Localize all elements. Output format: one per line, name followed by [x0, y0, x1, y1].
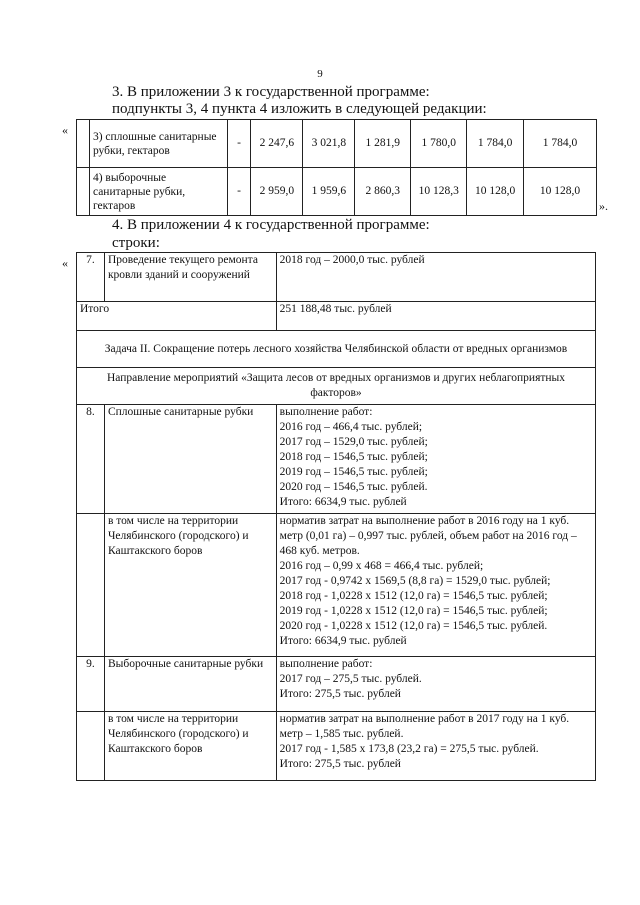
indicator-dash: - — [227, 120, 251, 168]
indicator-value: 10 128,3 — [411, 168, 467, 216]
table-row — [77, 302, 596, 331]
indicator-value: 2 247,6 — [251, 120, 303, 168]
section3-heading: 3. В приложении 3 к государственной программе: — [112, 84, 430, 100]
open-quote-1: « — [62, 123, 68, 137]
activity-value: выполнение работ: 2017 год – 275,5 тыс. рублей. Итого: 275,5 тыс. рублей — [276, 657, 595, 712]
activity-value: норматив затрат на выполнение работ в 2017 году на 1 куб. метр – 1,585 тыс. рублей. 2017 год - 1,585 x 173,8 (23,2 га) = 275,5 тыс. рублей. Итого: 275,5 тыс. рублей — [276, 712, 595, 781]
table-row — [77, 514, 596, 657]
indicator-label: 4) выборочные санитарные рубки, гектаров — [89, 168, 227, 216]
activity-name: Сплошные санитарные рубки — [104, 405, 276, 514]
indicator-dash: - — [227, 168, 251, 216]
table-row — [77, 712, 596, 781]
activity-name: Выборочные санитарные рубки — [104, 657, 276, 712]
close-quote-1: ». — [599, 199, 608, 213]
table-row — [77, 120, 597, 168]
total-value: 251 188,48 тыс. рублей — [276, 302, 595, 331]
table-cell-spacer — [77, 168, 90, 216]
table-row — [77, 657, 596, 712]
table-row — [77, 168, 597, 216]
table-row — [77, 368, 596, 405]
activity-subname: в том числе на территории Челябинского (городского) и Каштакского боров — [104, 712, 276, 781]
activity-name: Проведение текущего ремонта кровли зданий и сооружений — [104, 253, 276, 302]
activity-value: 2018 год – 2000,0 тыс. рублей — [276, 253, 595, 302]
table-cell-spacer — [77, 712, 105, 781]
indicator-value: 1 281,9 — [355, 120, 411, 168]
table-row — [77, 253, 596, 302]
table-indicators — [76, 119, 597, 216]
activity-value: выполнение работ: 2016 год – 466,4 тыс. рублей; 2017 год – 1529,0 тыс. рублей; 2018 год – 1546,5 тыс. рублей; 2019 год – 1546,5 тыс. рублей; 2020 год – 1546,5 тыс. рублей. Итого: 6634,9 тыс. рублей — [276, 405, 595, 514]
indicator-value: 1 780,0 — [411, 120, 467, 168]
indicator-value: 1 784,0 — [467, 120, 524, 168]
direction-heading: Направление мероприятий «Защита лесов от вредных организмов и других неблагоприятных факторов» — [77, 368, 596, 405]
table-row — [77, 405, 596, 514]
table-cell-spacer — [77, 120, 90, 168]
indicator-value: 10 128,0 — [524, 168, 597, 216]
indicator-value: 2 959,0 — [251, 168, 303, 216]
activity-value: норматив затрат на выполнение работ в 2016 году на 1 куб. метр (0,01 га) – 0,997 тыс. рублей, объем работ на 2016 год – 468 куб. метров. 2016 год – 0,99 x 468 = 466,4 тыс. рублей; 2017 год - 0,9742 x 1569,5 (8,8 га) = 1529,0 тыс. рублей; 2018 год - 1,0228 x 1512 (12,0 га) = 1546,5 тыс. рублей; 2019 год - 1,0228 x 1512 (12,0 га) = 1546,5 тыс. рублей; 2020 год - 1,0228 x 1512 (12,0 га) = 1546,5 тыс. рублей. Итого: 6634,9 тыс. рублей — [276, 514, 595, 657]
indicator-value: 2 860,3 — [355, 168, 411, 216]
table-activities — [76, 252, 596, 781]
activity-subname: в том числе на территории Челябинского (городского) и Каштакского боров — [104, 514, 276, 657]
indicator-value: 1 784,0 — [524, 120, 597, 168]
row-number: 7. — [77, 253, 105, 302]
table-row — [77, 331, 596, 368]
row-number: 8. — [77, 405, 105, 514]
section3-subheading: подпункты 3, 4 пункта 4 изложить в следующей редакции: — [112, 101, 487, 117]
indicator-value: 1 959,6 — [303, 168, 355, 216]
indicator-value: 10 128,0 — [467, 168, 524, 216]
indicator-value: 3 021,8 — [303, 120, 355, 168]
total-label: Итого — [77, 302, 277, 331]
section4-subheading: строки: — [112, 235, 160, 251]
indicator-label: 3) сплошные санитарные рубки, гектаров — [89, 120, 227, 168]
row-number: 9. — [77, 657, 105, 712]
page-number: 9 — [317, 68, 323, 80]
task-heading: Задача II. Сокращение потерь лесного хозяйства Челябинской области от вредных организмов — [77, 331, 596, 368]
table-cell-spacer — [77, 514, 105, 657]
section4-heading: 4. В приложении 4 к государственной программе: — [112, 217, 430, 233]
open-quote-2: « — [62, 256, 68, 270]
